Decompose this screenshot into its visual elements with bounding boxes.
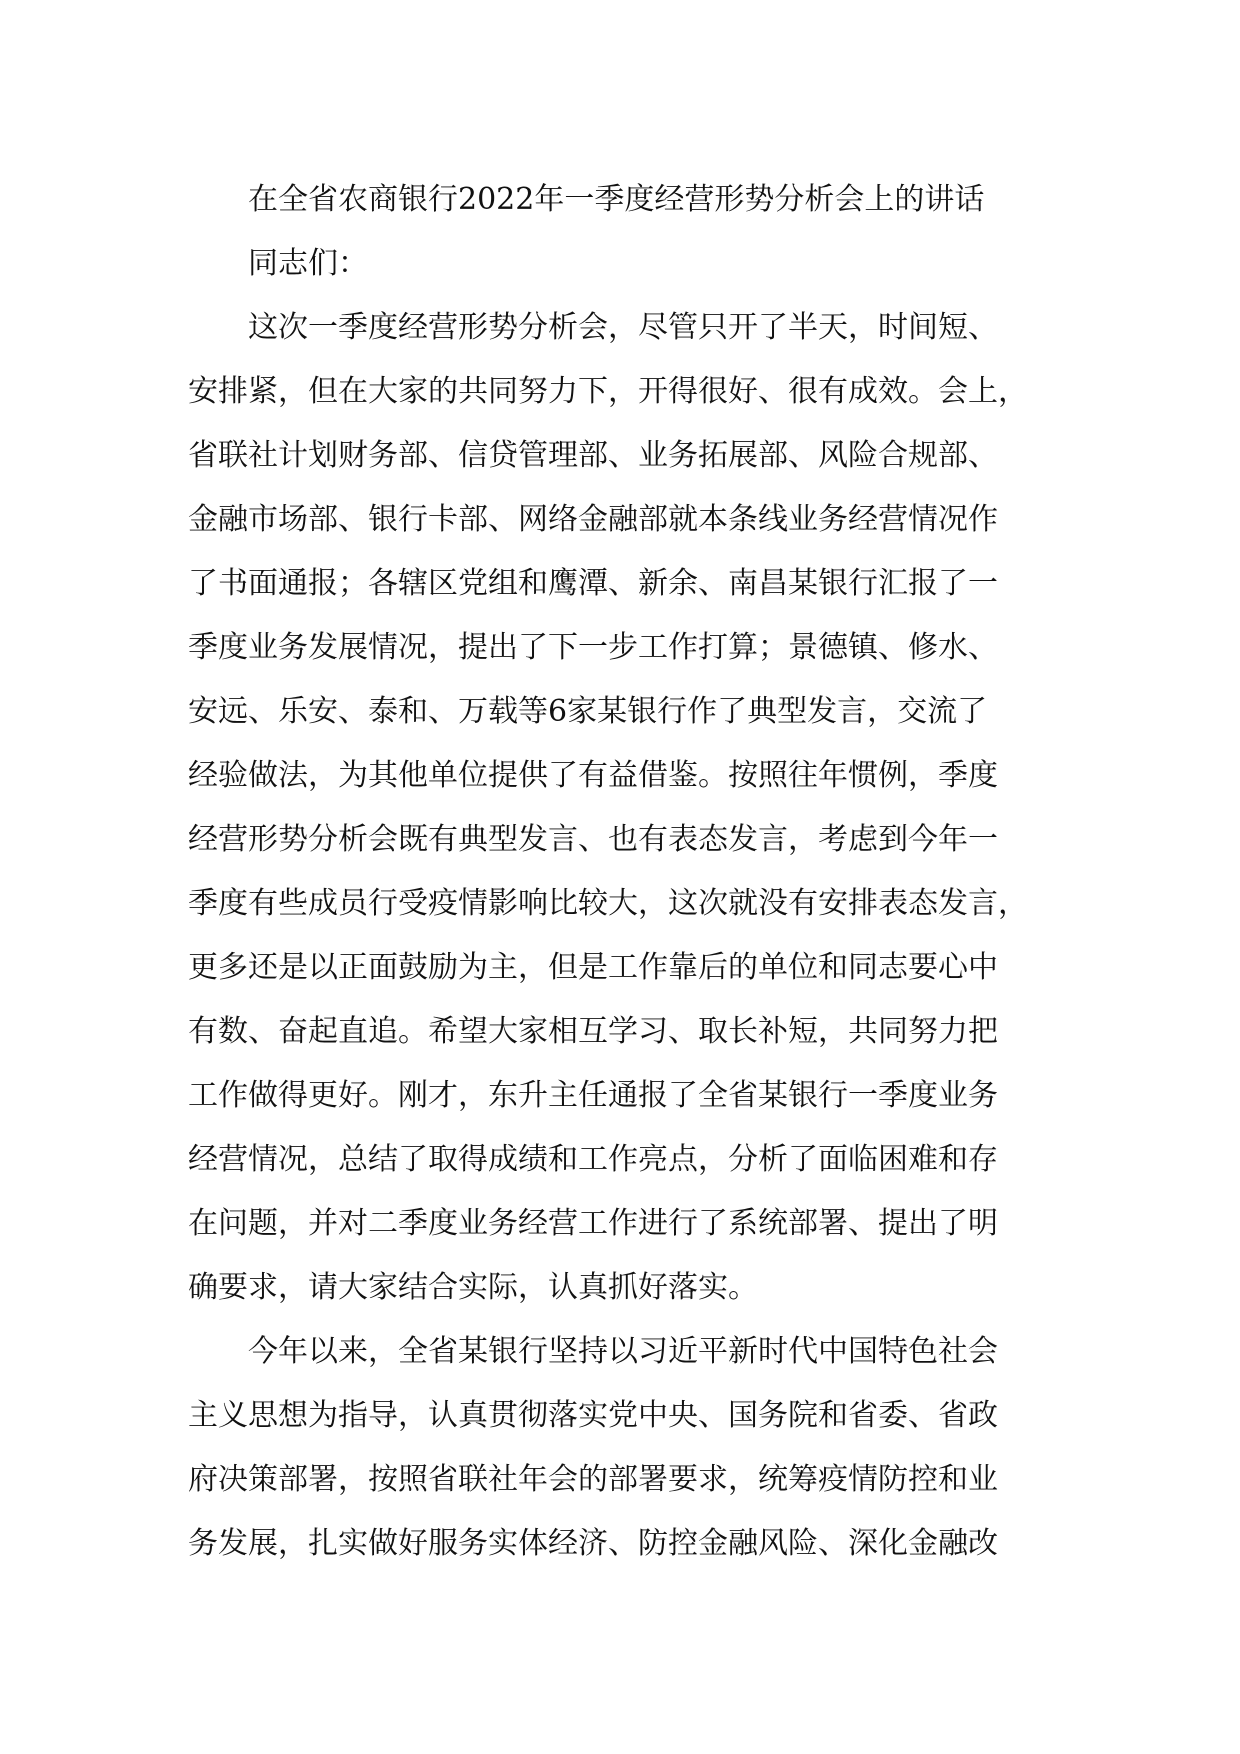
paragraph-line: 这次一季度经营形势分析会，尽管只开了半天，时间短、 <box>248 310 998 345</box>
document-title: 在全省农商银行2022年一季度经营形势分析会上的讲话 <box>248 182 985 217</box>
paragraph-line: 府决策部署，按照省联社年会的部署要求，统筹疫情防控和业 <box>188 1462 998 1497</box>
paragraph-line: 主义思想为指导，认真贯彻落实党中央、国务院和省委、省政 <box>188 1398 998 1433</box>
paragraph-line: 经营情况，总结了取得成绩和工作亮点，分析了面临困难和存 <box>188 1142 998 1177</box>
paragraph-line: 在问题，并对二季度业务经营工作进行了系统部署、提出了明 <box>188 1206 998 1241</box>
paragraph-line: 务发展，扎实做好服务实体经济、防控金融风险、深化金融改 <box>188 1526 998 1561</box>
paragraph-line: 工作做得更好。刚才，东升主任通报了全省某银行一季度业务 <box>188 1078 998 1113</box>
paragraph-line: 季度业务发展情况，提出了下一步工作打算；景德镇、修水、 <box>188 630 998 665</box>
paragraph-line: 省联社计划财务部、信贷管理部、业务拓展部、风险合规部、 <box>188 438 998 473</box>
paragraph-line: 有数、奋起直追。希望大家相互学习、取长补短，共同努力把 <box>188 1014 998 1049</box>
document-body <box>188 168 1078 1576</box>
paragraph-line: 安远、乐安、泰和、万载等6家某银行作了典型发言，交流了 <box>188 694 988 729</box>
paragraph-line: 更多还是以正面鼓励为主，但是工作靠后的单位和同志要心中 <box>188 950 998 985</box>
paragraph-line: 金融市场部、银行卡部、网络金融部就本条线业务经营情况作 <box>188 502 998 537</box>
paragraph-2 <box>188 1320 1078 1576</box>
paragraph-line: 今年以来，全省某银行坚持以习近平新时代中国特色社会 <box>248 1334 998 1369</box>
paragraph-line: 季度有些成员行受疫情影响比较大，这次就没有安排表态发言， <box>188 886 1028 921</box>
paragraph-line: 经营形势分析会既有典型发言、也有表态发言，考虑到今年一 <box>188 822 998 857</box>
paragraph-1 <box>188 296 1078 1320</box>
paragraph-line: 经验做法，为其他单位提供了有益借鉴。按照往年惯例，季度 <box>188 758 998 793</box>
paragraph-line: 安排紧，但在大家的共同努力下，开得很好、很有成效。会上， <box>188 374 1028 409</box>
salutation: 同志们： <box>248 246 368 281</box>
paragraph-line: 确要求，请大家结合实际，认真抓好落实。 <box>188 1270 758 1305</box>
paragraph-line: 了书面通报；各辖区党组和鹰潭、新余、南昌某银行汇报了一 <box>188 566 998 601</box>
